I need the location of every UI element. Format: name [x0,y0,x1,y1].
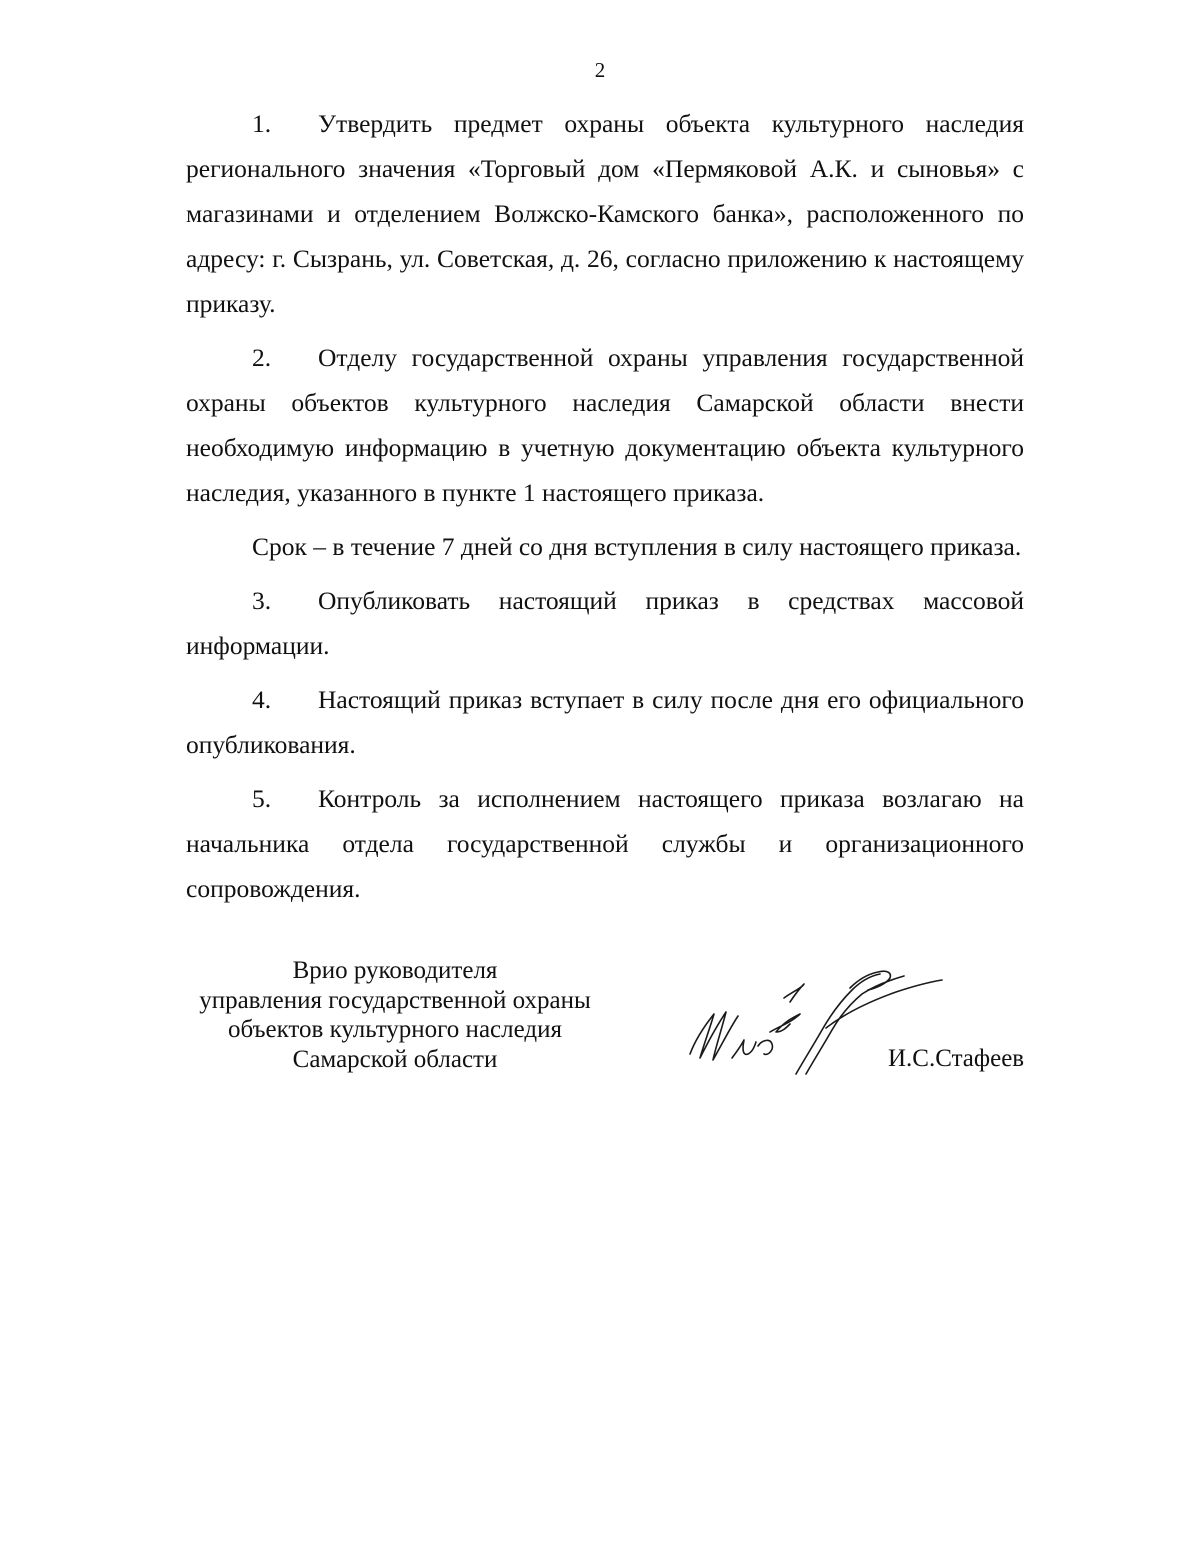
paragraph-4-text: Настоящий приказ вступает в силу после дня его официального опубликования. [186,685,1024,759]
paragraph-5 [186,776,1024,911]
document-body [186,101,1024,920]
paragraph-5-number: 5. [252,784,272,813]
deadline-text: Срок – в течение 7 дней со дня вступления в силу настоящего приказа. [252,532,1022,561]
page-number: 2 [594,58,606,82]
paragraph-3 [186,578,1024,668]
paragraph-4 [186,677,1024,767]
paragraph-2-number: 2. [252,343,272,372]
paragraph-1 [186,101,1024,326]
paragraph-2-text: Отделу государственной охраны управления государственной охраны объектов культурного наследия Самарской области внести необходимую информацию в учетную документацию объекта культурного наследия, указанного в пункте 1 настоящего приказа. [186,343,1024,507]
signatory-position-line-2: управления государственной охраны [199,986,591,1014]
paragraph-3-text: Опубликовать настоящий приказ в средствах массовой информации. [186,586,1024,660]
signatory-position-line-1: Врио руководителя [292,957,498,984]
signatory-name: И.С.Стафеев [888,1045,1025,1072]
paragraph-4-number: 4. [252,685,272,714]
paragraph-3-number: 3. [252,586,272,615]
paragraph-2 [186,335,1024,515]
paragraph-5-text: Контроль за исполнением настоящего приказа возлагаю на начальника отдела государственной службы и организационного сопровождения. [186,784,1024,903]
signatory-position [186,956,604,1074]
paragraph-1-text: Утвердить предмет охраны объекта культурного наследия регионального значения «Торговый дом «Пермяковой А.К. и сыновья» с магазинами и отделением Волжско-Камского банка», расположенного по адресу: г. Сызрань, ул. Советская, д. 26, согласно приложению к настоящему приказу. [186,109,1024,318]
signatory-position-line-3: объектов культурного наследия [228,1016,562,1043]
paragraph-1-number: 1. [252,109,272,138]
signatory-position-line-4: Самарской области [292,1045,498,1073]
